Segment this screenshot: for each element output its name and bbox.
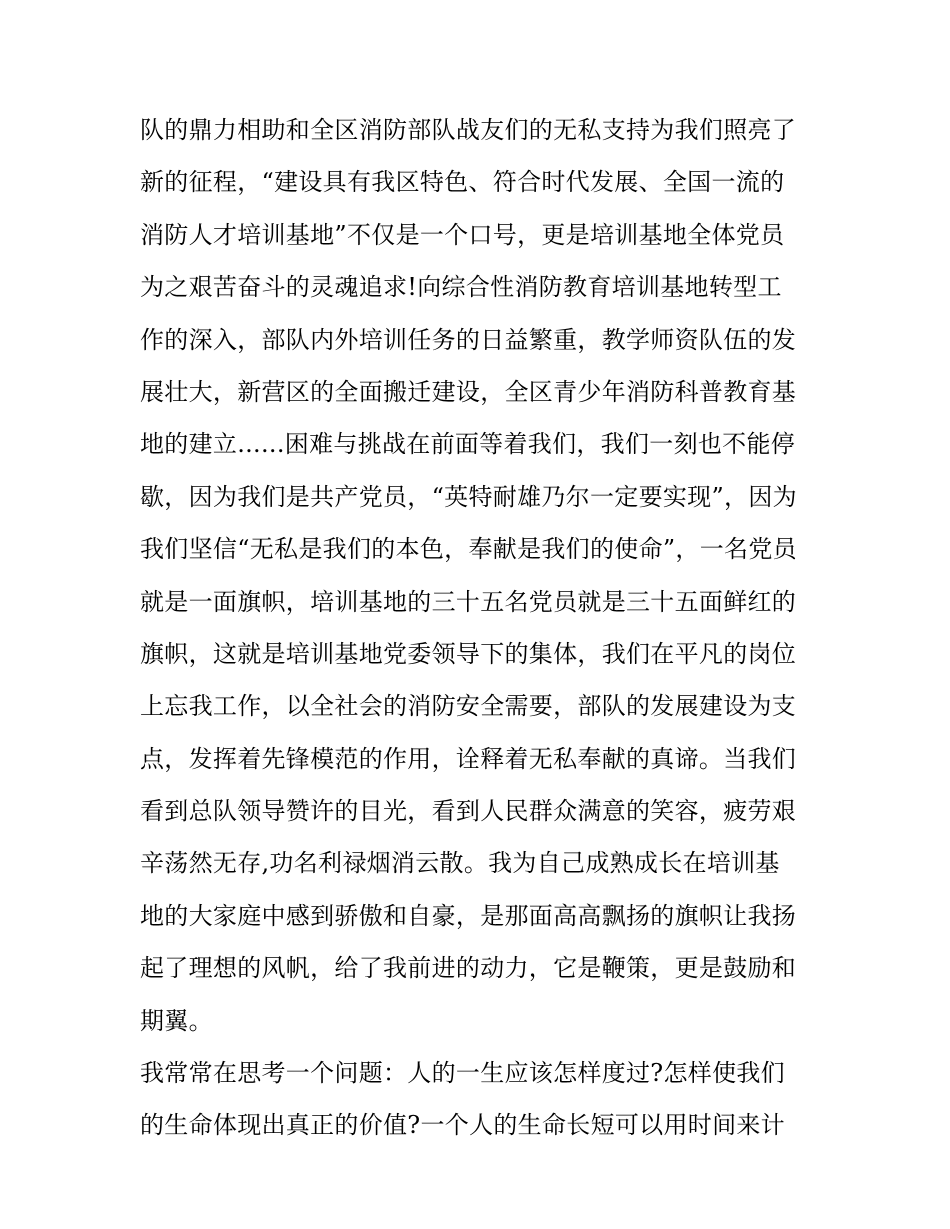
text-line: 上忘我工作，以全社会的消防安全需要，部队的发展建设为支 [140,692,797,721]
text-line: 地的建立......困难与挑战在前面等着我们，我们一刻也不能停 [140,430,796,459]
text-line: 为之艰苦奋斗的灵魂追求!向综合性消防教育培训基地转型工 [140,273,782,302]
text-line: 作的深入，部队内外培训任务的日益繁重，教学师资队伍的发 [140,325,797,354]
text-line: 歇，因为我们是共产党员，“英特耐雄乃尔一定要实现”，因为 [140,482,797,511]
text-line: 旗帜，这就是培训基地党委领导下的集体，我们在平凡的岗位 [140,639,797,668]
body-text [140,104,820,1152]
text-line: 我常常在思考一个问题：人的一生应该怎样度过?怎样使我们 [140,1059,785,1088]
text-line: 展壮大，新营区的全面搬迁建设，全区青少年消防科普教育基 [140,377,797,406]
text-line: 我们坚信“无私是我们的本色，奉献是我们的使命”，一名党员 [140,535,797,564]
text-line: 消防人才培训基地”不仅是一个口号，更是培训基地全体党员 [140,220,785,249]
text-line: 新的征程，“建设具有我区特色、符合时代发展、全国一流的 [140,168,785,197]
text-line: 期翼。 [140,1006,213,1035]
text-line: 看到总队领导赞许的目光，看到人民群众满意的笑容，疲劳艰 [140,797,797,826]
text-line: 起了理想的风帆，给了我前进的动力，它是鞭策，更是鼓励和 [140,954,797,983]
text-line: 的生命体现出真正的价值?一个人的生命长短可以用时间来计 [140,1111,785,1140]
text-line: 地的大家庭中感到骄傲和自豪，是那面高高飘扬的旗帜让我扬 [140,901,797,930]
text-line: 辛荡然无存,功名利禄烟消云散。我为自己成熟成长在培训基 [140,849,780,878]
text-line: 队的鼎力相助和全区消防部队战友们的无私支持为我们照亮了 [140,116,797,144]
text-line: 就是一面旗帜，培训基地的三十五名党员就是三十五面鲜红的 [140,587,797,616]
text-line: 点，发挥着先锋模范的作用，诠释着无私奉献的真谛。当我们 [140,744,797,773]
